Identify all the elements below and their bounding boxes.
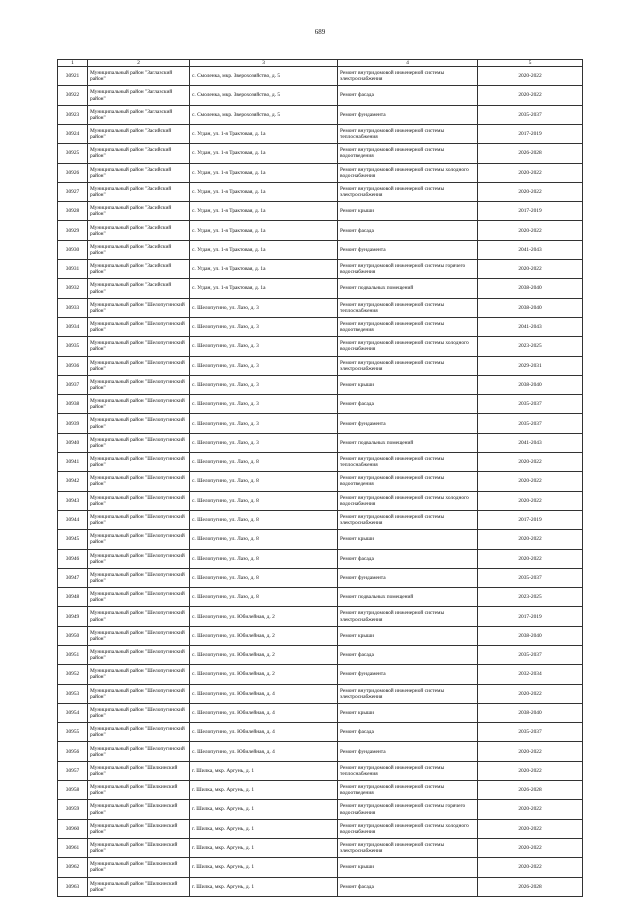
work-type-cell: Ремонт крыши: [338, 626, 478, 645]
period-cell: 2020-2022: [478, 260, 583, 279]
municipality-cell: Муниципальный район "Засийский район": [88, 144, 190, 163]
table-row: [58, 240, 583, 259]
table-row: [58, 202, 583, 221]
period-cell: 2035-2037: [478, 646, 583, 665]
municipality-cell: Муниципальный район "Шелопугинский район": [88, 723, 190, 742]
table-row: [58, 433, 583, 452]
work-type-cell: Ремонт внутридомовой инженерной системы холодного водоснабжения: [338, 163, 478, 182]
table-row: [58, 781, 583, 800]
address-cell: с. Шелопугино, ул. Лазо, д. 8: [190, 530, 338, 549]
municipality-cell: Муниципальный район "Шелопугинский район": [88, 375, 190, 394]
municipality-cell: Муниципальный район "Шилкинский район": [88, 800, 190, 819]
table-row: [58, 182, 583, 201]
row-number-cell: 30928: [58, 202, 88, 221]
row-number-cell: 30950: [58, 626, 88, 645]
work-type-cell: Ремонт внутридомовой инженерной системы электроснабжения: [338, 607, 478, 626]
period-cell: 2038-2040: [478, 626, 583, 645]
table-row: [58, 665, 583, 684]
municipality-cell: Муниципальный район "Засийский район": [88, 240, 190, 259]
period-cell: 2035-2037: [478, 568, 583, 587]
address-cell: с. Шелопугино, ул. Лазо, д. 8: [190, 453, 338, 472]
row-number-cell: 30937: [58, 375, 88, 394]
period-cell: 2041-2043: [478, 433, 583, 452]
period-cell: 2029-2031: [478, 356, 583, 375]
table-row: [58, 761, 583, 780]
address-cell: с. Угдан, ул. 1-я Трактовая, д. 1а: [190, 163, 338, 182]
row-number-cell: 30946: [58, 549, 88, 568]
period-cell: 2020-2022: [478, 530, 583, 549]
address-cell: г. Шилка, мкр. Аргунь, д. 1: [190, 819, 338, 838]
row-number-cell: 30948: [58, 588, 88, 607]
municipality-cell: Муниципальный район "Заглазский район": [88, 67, 190, 86]
period-cell: 2017-2019: [478, 202, 583, 221]
address-cell: с. Шелопугино, ул. Лазо, д. 3: [190, 298, 338, 317]
table-row: [58, 510, 583, 529]
address-cell: с. Шелопугино, ул. Лазо, д. 3: [190, 337, 338, 356]
address-cell: с. Угдан, ул. 1-я Трактовая, д. 1а: [190, 240, 338, 259]
row-number-cell: 30922: [58, 86, 88, 105]
period-cell: 2017-2019: [478, 510, 583, 529]
row-number-cell: 30938: [58, 395, 88, 414]
period-cell: 2020-2022: [478, 684, 583, 703]
work-type-cell: Ремонт фундамента: [338, 414, 478, 433]
municipality-cell: Муниципальный район "Заглазский район": [88, 105, 190, 124]
period-cell: 2023-2025: [478, 588, 583, 607]
address-cell: г. Шилка, мкр. Аргунь, д. 1: [190, 838, 338, 857]
row-number-cell: 30931: [58, 260, 88, 279]
work-type-cell: Ремонт внутридомовой инженерной системы водоотведения: [338, 144, 478, 163]
row-number-cell: 30924: [58, 124, 88, 143]
table-row: [58, 67, 583, 86]
municipality-cell: Муниципальный район "Шелопугинский район": [88, 298, 190, 317]
address-cell: с. Шелопугино, ул. Лазо, д. 8: [190, 588, 338, 607]
address-cell: с. Шелопугино, ул. Лазо, д. 3: [190, 414, 338, 433]
municipality-cell: Муниципальный район "Шелопугинский район": [88, 665, 190, 684]
address-cell: с. Угдан, ул. 1-я Трактовая, д. 1а: [190, 202, 338, 221]
municipality-cell: Муниципальный район "Шелопугинский район": [88, 337, 190, 356]
work-type-cell: Ремонт внутридомовой инженерной системы электроснабжения: [338, 838, 478, 857]
row-number-cell: 30935: [58, 337, 88, 356]
municipality-cell: Муниципальный район "Шелопугинский район": [88, 317, 190, 336]
table-row: [58, 568, 583, 587]
municipality-cell: Муниципальный район "Шелопугинский район": [88, 472, 190, 491]
table-row: [58, 221, 583, 240]
work-type-cell: Ремонт внутридомовой инженерной системы холодного водоснабжения: [338, 337, 478, 356]
municipality-cell: Муниципальный район "Шелопугинский район": [88, 742, 190, 761]
period-cell: 2026-2028: [478, 877, 583, 896]
work-type-cell: Ремонт внутридомовой инженерной системы теплоснабжения: [338, 124, 478, 143]
period-cell: 2020-2022: [478, 453, 583, 472]
work-type-cell: Ремонт крыши: [338, 202, 478, 221]
work-type-cell: Ремонт подвальных помещений: [338, 279, 478, 298]
address-cell: с. Шелопугино, ул. Юбилейная, д. 2: [190, 646, 338, 665]
municipality-cell: Муниципальный район "Засийский район": [88, 260, 190, 279]
table-row: [58, 105, 583, 124]
row-number-cell: 30926: [58, 163, 88, 182]
work-type-cell: Ремонт внутридомовой инженерной системы водоотведения: [338, 781, 478, 800]
table-row: [58, 375, 583, 394]
work-type-cell: Ремонт подвальных помещений: [338, 588, 478, 607]
address-cell: с. Шелопугино, ул. Юбилейная, д. 4: [190, 684, 338, 703]
table-row: [58, 530, 583, 549]
row-number-cell: 30941: [58, 453, 88, 472]
table-row: [58, 819, 583, 838]
address-cell: с. Шелопугино, ул. Лазо, д. 3: [190, 375, 338, 394]
work-type-cell: Ремонт внутридомовой инженерной системы теплоснабжения: [338, 453, 478, 472]
municipality-cell: Муниципальный район "Шелопугинский район": [88, 549, 190, 568]
row-number-cell: 30963: [58, 877, 88, 896]
row-number-cell: 30945: [58, 530, 88, 549]
period-cell: 2020-2022: [478, 472, 583, 491]
row-number-cell: 30953: [58, 684, 88, 703]
row-number-cell: 30930: [58, 240, 88, 259]
repair-schedule-table: [57, 59, 583, 897]
work-type-cell: Ремонт внутридомовой инженерной системы электроснабжения: [338, 67, 478, 86]
row-number-cell: 30923: [58, 105, 88, 124]
municipality-cell: Муниципальный район "Шелопугинский район": [88, 491, 190, 510]
table-row: [58, 684, 583, 703]
address-cell: г. Шилка, мкр. Аргунь, д. 1: [190, 800, 338, 819]
municipality-cell: Муниципальный район "Шилкинский район": [88, 858, 190, 877]
address-cell: с. Угдан, ул. 1-я Трактовая, д. 1а: [190, 279, 338, 298]
row-number-cell: 30942: [58, 472, 88, 491]
table-row: [58, 549, 583, 568]
municipality-cell: Муниципальный район "Шилкинский район": [88, 781, 190, 800]
header-cell: 3: [190, 60, 338, 67]
address-cell: с. Шелопугино, ул. Юбилейная, д. 4: [190, 742, 338, 761]
municipality-cell: Муниципальный район "Шилкинский район": [88, 761, 190, 780]
municipality-cell: Муниципальный район "Заглазский район": [88, 86, 190, 105]
period-cell: 2020-2022: [478, 182, 583, 201]
work-type-cell: Ремонт внутридомовой инженерной системы холодного водоснабжения: [338, 491, 478, 510]
table-row: [58, 298, 583, 317]
municipality-cell: Муниципальный район "Засийский район": [88, 279, 190, 298]
work-type-cell: Ремонт крыши: [338, 375, 478, 394]
address-cell: с. Шелопугино, ул. Юбилейная, д. 4: [190, 723, 338, 742]
address-cell: г. Шилка, мкр. Аргунь, д. 1: [190, 877, 338, 896]
row-number-cell: 30947: [58, 568, 88, 587]
table-row: [58, 124, 583, 143]
row-number-cell: 30951: [58, 646, 88, 665]
municipality-cell: Муниципальный район "Шилкинский район": [88, 819, 190, 838]
period-cell: 2017-2019: [478, 124, 583, 143]
table-row: [58, 607, 583, 626]
table-header-row: [58, 60, 583, 67]
table-row: [58, 626, 583, 645]
row-number-cell: 30925: [58, 144, 88, 163]
period-cell: 2035-2037: [478, 105, 583, 124]
row-number-cell: 30934: [58, 317, 88, 336]
municipality-cell: Муниципальный район "Засийский район": [88, 221, 190, 240]
work-type-cell: Ремонт внутридомовой инженерной системы горячего водоснабжения: [338, 260, 478, 279]
work-type-cell: Ремонт фасада: [338, 221, 478, 240]
address-cell: с. Шелопугино, ул. Лазо, д. 8: [190, 549, 338, 568]
work-type-cell: Ремонт внутридомовой инженерной системы электроснабжения: [338, 356, 478, 375]
row-number-cell: 30955: [58, 723, 88, 742]
address-cell: с. Шелопугино, ул. Лазо, д. 3: [190, 356, 338, 375]
work-type-cell: Ремонт фасада: [338, 395, 478, 414]
work-type-cell: Ремонт внутридомовой инженерной системы водоотведения: [338, 472, 478, 491]
work-type-cell: Ремонт внутридомовой инженерной системы теплоснабжения: [338, 298, 478, 317]
address-cell: с. Смоленка, мкр. Зверохозяйство, д. 5: [190, 67, 338, 86]
work-type-cell: Ремонт подвальных помещений: [338, 433, 478, 452]
work-type-cell: Ремонт внутридомовой инженерной системы водоотведения: [338, 317, 478, 336]
municipality-cell: Муниципальный район "Шелопугинский район": [88, 568, 190, 587]
period-cell: 2020-2022: [478, 67, 583, 86]
address-cell: с. Шелопугино, ул. Лазо, д. 8: [190, 472, 338, 491]
table-row: [58, 588, 583, 607]
header-cell: 2: [88, 60, 190, 67]
period-cell: 2020-2022: [478, 163, 583, 182]
municipality-cell: Муниципальный район "Шелопугинский район": [88, 414, 190, 433]
table-row: [58, 858, 583, 877]
page-number: 689: [314, 28, 326, 36]
work-type-cell: Ремонт фасада: [338, 723, 478, 742]
table-row: [58, 356, 583, 375]
work-type-cell: Ремонт крыши: [338, 858, 478, 877]
work-type-cell: Ремонт крыши: [338, 703, 478, 722]
table-row: [58, 144, 583, 163]
work-type-cell: Ремонт фундамента: [338, 240, 478, 259]
period-cell: 2020-2022: [478, 858, 583, 877]
row-number-cell: 30958: [58, 781, 88, 800]
period-cell: 2020-2022: [478, 491, 583, 510]
municipality-cell: Муниципальный район "Шелопугинский район": [88, 588, 190, 607]
address-cell: г. Шилка, мкр. Аргунь, д. 1: [190, 761, 338, 780]
address-cell: с. Угдан, ул. 1-я Трактовая, д. 1а: [190, 221, 338, 240]
period-cell: 2020-2022: [478, 742, 583, 761]
table-row: [58, 491, 583, 510]
period-cell: 2035-2037: [478, 414, 583, 433]
municipality-cell: Муниципальный район "Засийский район": [88, 124, 190, 143]
period-cell: 2035-2037: [478, 395, 583, 414]
work-type-cell: Ремонт фасада: [338, 549, 478, 568]
address-cell: с. Угдан, ул. 1-я Трактовая, д. 1а: [190, 182, 338, 201]
period-cell: 2035-2037: [478, 723, 583, 742]
work-type-cell: Ремонт фасада: [338, 646, 478, 665]
row-number-cell: 30961: [58, 838, 88, 857]
municipality-cell: Муниципальный район "Засийский район": [88, 202, 190, 221]
row-number-cell: 30949: [58, 607, 88, 626]
row-number-cell: 30962: [58, 858, 88, 877]
row-number-cell: 30952: [58, 665, 88, 684]
municipality-cell: Муниципальный район "Шелопугинский район": [88, 684, 190, 703]
address-cell: с. Шелопугино, ул. Юбилейная, д. 2: [190, 626, 338, 645]
municipality-cell: Муниципальный район "Шилкинский район": [88, 877, 190, 896]
row-number-cell: 30954: [58, 703, 88, 722]
table-row: [58, 279, 583, 298]
work-type-cell: Ремонт фундамента: [338, 568, 478, 587]
row-number-cell: 30940: [58, 433, 88, 452]
row-number-cell: 30957: [58, 761, 88, 780]
period-cell: 2020-2022: [478, 819, 583, 838]
row-number-cell: 30921: [58, 67, 88, 86]
address-cell: г. Шилка, мкр. Аргунь, д. 1: [190, 781, 338, 800]
table-row: [58, 646, 583, 665]
table-row: [58, 453, 583, 472]
work-type-cell: Ремонт внутридомовой инженерной системы теплоснабжения: [338, 761, 478, 780]
municipality-cell: Муниципальный район "Шелопугинский район": [88, 626, 190, 645]
address-cell: с. Смоленка, мкр. Зверохозяйство, д. 5: [190, 86, 338, 105]
address-cell: г. Шилка, мкр. Аргунь, д. 1: [190, 858, 338, 877]
table-row: [58, 877, 583, 896]
table-row: [58, 838, 583, 857]
period-cell: 2020-2022: [478, 221, 583, 240]
municipality-cell: Муниципальный район "Шелопугинский район": [88, 356, 190, 375]
header-cell: 1: [58, 60, 88, 67]
period-cell: 2026-2028: [478, 781, 583, 800]
work-type-cell: Ремонт крыши: [338, 530, 478, 549]
row-number-cell: 30939: [58, 414, 88, 433]
table-row: [58, 337, 583, 356]
period-cell: 2023-2025: [478, 337, 583, 356]
municipality-cell: Муниципальный район "Шелопугинский район": [88, 510, 190, 529]
period-cell: 2038-2040: [478, 703, 583, 722]
period-cell: 2020-2022: [478, 838, 583, 857]
work-type-cell: Ремонт фундамента: [338, 665, 478, 684]
work-type-cell: Ремонт фундамента: [338, 105, 478, 124]
row-number-cell: 30944: [58, 510, 88, 529]
address-cell: с. Шелопугино, ул. Лазо, д. 8: [190, 491, 338, 510]
work-type-cell: Ремонт внутридомовой инженерной системы электроснабжения: [338, 510, 478, 529]
work-type-cell: Ремонт фасада: [338, 877, 478, 896]
row-number-cell: 30927: [58, 182, 88, 201]
address-cell: с. Шелопугино, ул. Лазо, д. 3: [190, 395, 338, 414]
address-cell: с. Шелопугино, ул. Лазо, д. 3: [190, 317, 338, 336]
address-cell: с. Шелопугино, ул. Лазо, д. 8: [190, 568, 338, 587]
address-cell: с. Угдан, ул. 1-я Трактовая, д. 1а: [190, 260, 338, 279]
period-cell: 2020-2022: [478, 761, 583, 780]
table-row: [58, 260, 583, 279]
row-number-cell: 30956: [58, 742, 88, 761]
table-row: [58, 395, 583, 414]
municipality-cell: Муниципальный район "Шелопугинский район": [88, 607, 190, 626]
municipality-cell: Муниципальный район "Шелопугинский район": [88, 453, 190, 472]
municipality-cell: Муниципальный район "Шилкинский район": [88, 838, 190, 857]
work-type-cell: Ремонт внутридомовой инженерной системы холодного водоснабжения: [338, 819, 478, 838]
address-cell: с. Шелопугино, ул. Лазо, д. 8: [190, 510, 338, 529]
work-type-cell: Ремонт внутридомовой инженерной системы горячего водоснабжения: [338, 800, 478, 819]
address-cell: с. Угдан, ул. 1-я Трактовая, д. 1а: [190, 144, 338, 163]
period-cell: 2020-2022: [478, 86, 583, 105]
header-cell: 4: [338, 60, 478, 67]
row-number-cell: 30943: [58, 491, 88, 510]
municipality-cell: Муниципальный район "Шелопугинский район": [88, 703, 190, 722]
header-cell: 5: [478, 60, 583, 67]
period-cell: 2041-2043: [478, 240, 583, 259]
period-cell: 2038-2040: [478, 279, 583, 298]
period-cell: 2020-2022: [478, 800, 583, 819]
period-cell: 2038-2040: [478, 375, 583, 394]
address-cell: с. Шелопугино, ул. Лазо, д. 3: [190, 433, 338, 452]
table-body: [58, 60, 583, 897]
period-cell: 2026-2028: [478, 144, 583, 163]
work-type-cell: Ремонт фундамента: [338, 742, 478, 761]
address-cell: с. Шелопугино, ул. Юбилейная, д. 4: [190, 703, 338, 722]
row-number-cell: 30933: [58, 298, 88, 317]
address-cell: с. Смоленка, мкр. Зверохозяйство, д. 5: [190, 105, 338, 124]
address-cell: с. Угдан, ул. 1-я Трактовая, д. 1а: [190, 124, 338, 143]
work-type-cell: Ремонт внутридомовой инженерной системы электроснабжения: [338, 684, 478, 703]
row-number-cell: 30959: [58, 800, 88, 819]
address-cell: с. Шелопугино, ул. Юбилейная, д. 2: [190, 607, 338, 626]
table-row: [58, 414, 583, 433]
municipality-cell: Муниципальный район "Шелопугинский район": [88, 433, 190, 452]
table-row: [58, 703, 583, 722]
period-cell: 2038-2040: [478, 298, 583, 317]
table-row: [58, 86, 583, 105]
address-cell: с. Шелопугино, ул. Юбилейная, д. 2: [190, 665, 338, 684]
period-cell: 2017-2019: [478, 607, 583, 626]
row-number-cell: 30932: [58, 279, 88, 298]
table-row: [58, 317, 583, 336]
table-row: [58, 723, 583, 742]
period-cell: 2041-2043: [478, 317, 583, 336]
table-row: [58, 742, 583, 761]
table-row: [58, 163, 583, 182]
municipality-cell: Муниципальный район "Шелопугинский район": [88, 530, 190, 549]
row-number-cell: 30929: [58, 221, 88, 240]
work-type-cell: Ремонт фасада: [338, 86, 478, 105]
row-number-cell: 30936: [58, 356, 88, 375]
municipality-cell: Муниципальный район "Шелопугинский район": [88, 395, 190, 414]
period-cell: 2032-2034: [478, 665, 583, 684]
period-cell: 2020-2022: [478, 549, 583, 568]
municipality-cell: Муниципальный район "Шелопугинский район": [88, 646, 190, 665]
municipality-cell: Муниципальный район "Засийский район": [88, 163, 190, 182]
table-row: [58, 800, 583, 819]
work-type-cell: Ремонт внутридомовой инженерной системы электроснабжения: [338, 182, 478, 201]
row-number-cell: 30960: [58, 819, 88, 838]
municipality-cell: Муниципальный район "Засийский район": [88, 182, 190, 201]
table-row: [58, 472, 583, 491]
